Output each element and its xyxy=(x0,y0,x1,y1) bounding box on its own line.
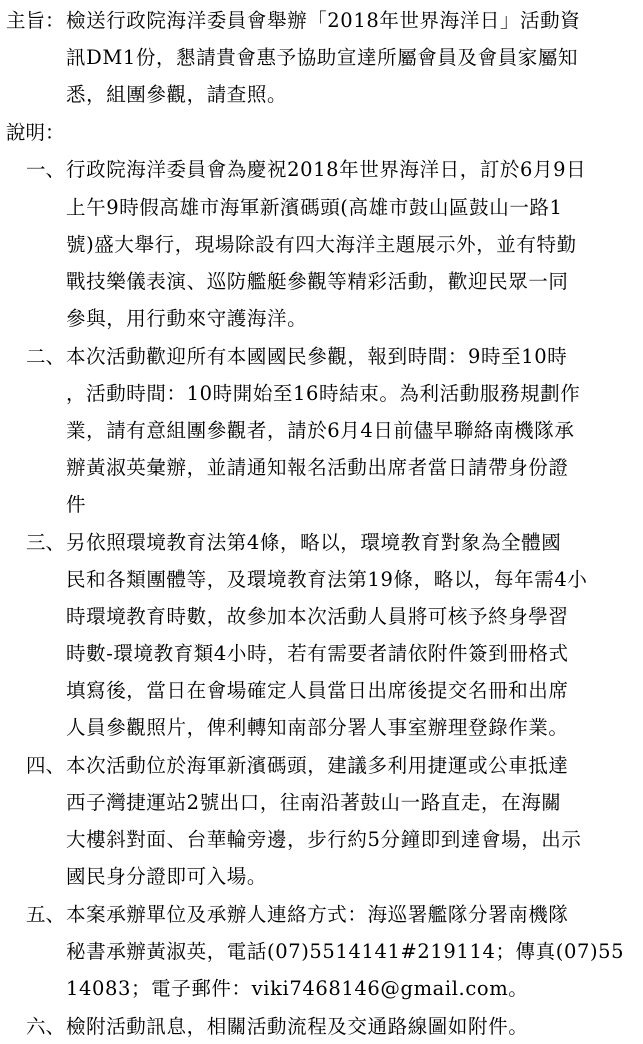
item-number: 四、 xyxy=(26,754,66,777)
explanation-label: 說明： xyxy=(6,121,65,144)
item-line: ，活動時間：10時開始至16時結束。為利活動服務規劃作 xyxy=(66,382,581,405)
item-line: 人員參觀照片，俾利轉知南部分署人事室辦理登錄作業。 xyxy=(66,716,569,739)
item-number: 二、 xyxy=(26,345,66,368)
item-line: 本次活動位於海軍新濱碼頭，建議多利用捷運或公車抵達 xyxy=(66,754,569,777)
item-line: 西子灣捷運站2號出口，往南沿著鼓山一路直走，在海關 xyxy=(66,791,562,814)
subject-line: 檢送行政院海洋委員會舉辦「2018年世界海洋日」活動資 xyxy=(66,9,581,32)
item-line: 本次活動歡迎所有本國國民參觀，報到時間：9時至10時 xyxy=(66,345,568,368)
item-number: 五、 xyxy=(26,903,66,926)
item-line: 秘書承辦黃淑英，電話(07)5514141#219114；傳真(07)55 xyxy=(66,940,625,963)
item-number: 三、 xyxy=(26,531,66,554)
subject-line: 訊DM1份，懇請貴會惠予協助宣達所屬會員及會員家屬知 xyxy=(66,46,579,69)
item-line: 國民身分證即可入場。 xyxy=(66,865,268,888)
item-line: 戰技樂儀表演、巡防艦艇參觀等精彩活動，歡迎民眾一同 xyxy=(66,270,569,293)
subject-line: 悉，組團參觀，請查照。 xyxy=(66,83,288,106)
item-number: 一、 xyxy=(26,158,66,181)
item-line: 業，請有意組團參觀者，請於6月4日前儘早聯絡南機隊承 xyxy=(66,419,575,442)
item-line: 件 xyxy=(66,493,87,516)
subject-label: 主旨： xyxy=(6,9,65,32)
item-line: 填寫後，當日在會場確定人員當日出席後提交名冊和出席 xyxy=(66,679,569,702)
item-number: 六、 xyxy=(26,1015,66,1038)
item-line: 民和各類團體等，及環境教育法第19條，略以，每年需4小 xyxy=(66,568,588,591)
item-line: 14083；電子郵件：viki7468146@gmail.com。 xyxy=(66,977,529,1000)
item-line: 辦黃淑英彙辦，並請通知報名活動出席者當日請帶身份證 xyxy=(66,456,569,479)
item-line: 號)盛大舉行，現場除設有四大海洋主題展示外，並有特勤 xyxy=(66,233,577,256)
item-line: 本案承辦單位及承辦人連絡方式：海巡署艦隊分署南機隊 xyxy=(66,903,569,926)
item-line: 大樓斜對面、台華輪旁邊，步行約5分鐘即到達會場，出示 xyxy=(66,828,582,851)
item-line: 檢附活動訊息，相關活動流程及交通路線圖如附件。 xyxy=(66,1015,529,1038)
item-line: 行政院海洋委員會為慶祝2018年世界海洋日，訂於6月9日 xyxy=(66,158,587,181)
item-line: 參與，用行動來守護海洋。 xyxy=(66,307,308,330)
item-line: 時數-環境教育類4小時，若有需要者請依附件簽到冊格式 xyxy=(66,642,569,665)
item-line: 時環境教育時數，故參加本次活動人員將可核予終身學習 xyxy=(66,605,569,628)
item-line: 另依照環境教育法第4條，略以，環境教育對象為全體國 xyxy=(66,531,562,554)
item-line: 上午9時假高雄市海軍新濱碼頭(高雄市鼓山區鼓山一路1 xyxy=(66,196,563,219)
